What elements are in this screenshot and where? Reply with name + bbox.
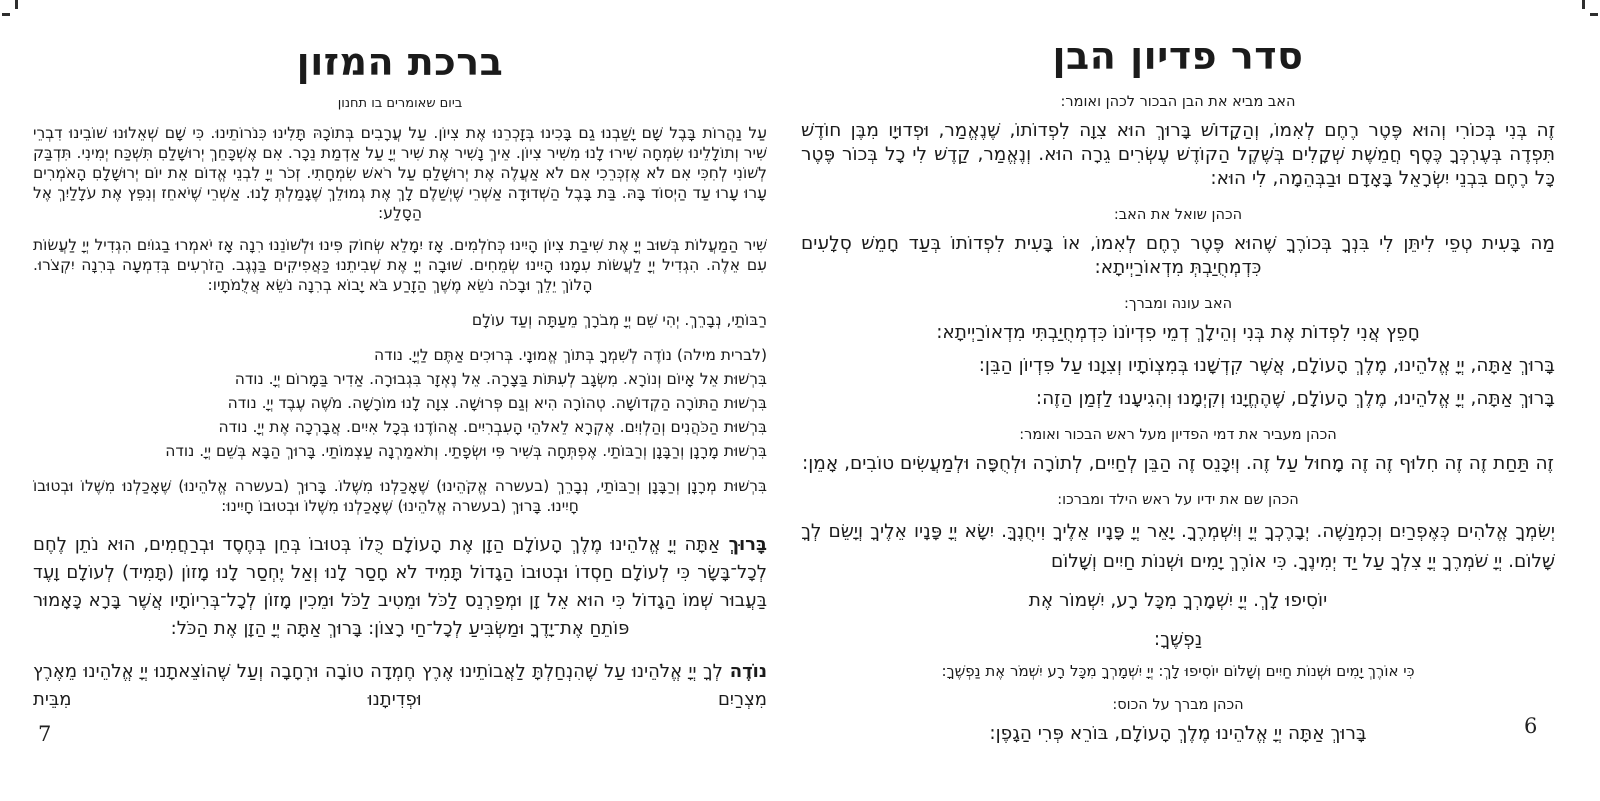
page-number-right: 6 bbox=[1524, 714, 1538, 738]
prayer-paragraph: בָּרוּךְ אַתָּה יְיָ אֱלֹהֵינוּ מֶלֶךְ הָעוֹלָם, בּוֹרֵא פְּרִי הַגָפֶן: bbox=[989, 723, 1367, 744]
right-page-sections bbox=[801, 93, 1555, 746]
page-number-left: 7 bbox=[38, 722, 52, 746]
prayer-paragraph: בָּרוּךְ אַתָּה, יְיָ אֱלֹהֵינוּ, מֶלֶךְ הָעוֹלָם, אֲשֶׁר קִדְשָׁנוּ בְּמִצְוֹתָיו וְצִוָנוּ עַל פִּדְיוֹן הַבֵּן: bbox=[978, 355, 1555, 376]
paragraph-lead-word: בָּרוּךְ bbox=[720, 534, 767, 555]
prayer-paragraph: (לברית מילה) נוֹדֶה לְשִׁמְךָ בְּתוֹךְ אֱמוּנָי. בְּרוּכִים אַתֶּם לַיְיָ. נודה bbox=[373, 346, 767, 364]
instruction-rubric: האב עונה ומברך: bbox=[1123, 296, 1233, 312]
prayer-paragraph: בִּרְשׁוּת אֵל אָיוֹם וְנוֹרָא. מִשְׂגָב לְעִתּוֹת בַּצָרָה. אֵל נֶאְזָר בִּגְבוּרָה. אַדִיר בַּמָרוֹם יְיָ. נודה bbox=[234, 370, 767, 388]
registration-mark-top-right-horizontal bbox=[1590, 13, 1598, 16]
registration-mark-top-right-vertical bbox=[1582, 0, 1585, 9]
prayer-paragraph: מַה בָּעִית טְפֵי לִיתֵּן לִי בִּנְךָ בְּכוֹרֶךָ שֶׁהוּא פֶּטֶר רֶחֶם לְאִמוֹ, אוֹ בָּעִית לִפְדוֹתוֹ בְּעַד חָמֵשׁ סְלָעִים כִּדְמְחֻיַבְתְּ מִדְאוֹרַיְיתָא: bbox=[801, 233, 1555, 278]
left-page-sections bbox=[33, 123, 767, 714]
prayer-paragraph: בִּרְשׁוּת מָרָנָן וְרַבָּנָן וְרַבּוֹתַי. אֶפְתְּחָה בְּשִׁיר פִּי וּשְׂפָתַי. וְתֹאמַרְנָה עַצְמוֹתַי. בָּרוּךְ הַבָּא בְּשֵׁם יְיָ. נודה bbox=[165, 442, 767, 460]
prayer-paragraph: בִּרְשׁוּת מְרָנָן וְרַבָּנָן וְרַבּוֹתַי, נְבָרֵךְ (בעשרה אֱקֹהֵינוּ) שֶׁאָכַלְנוּ מִשֶׁלוֹ. בָּרוּךְ (בעשרה אֱלֹהֵינוּ) שֶׁאָכַלְנוּ מִשֶׁלוֹ וּבְטוּבוֹ חָיִינוּ. בָּרוּךְ (בעשרה אֱלֹהֵינוּ) שֶׁאָכַלְנוּ מִשֶׁלוֹ וּבְטוּבוֹ חָיִינוּ: bbox=[33, 477, 767, 515]
instruction-rubric: הכהן שם את ידיו על ראש הילד ומברכו: bbox=[1057, 492, 1299, 508]
instruction-rubric: הכהן מברך על הכוס: bbox=[1112, 697, 1244, 713]
prayer-paragraph: עַל נַהֲרוֹת בָּבֶל שָׁם יָשַׁבְנוּ גַם בָּכִינוּ בְּזָכְרֵנוּ אֶת צִיוֹן. עַל עֲרָבִים בְּתוֹכָהּ תָּלִינוּ כִּנֹרוֹתֵינוּ. כִּי שָׁם שְׁאֵלוּנוּ שׁוֹבֵינוּ דִבְרֵי שִׁיר וְתוֹלָלֵינוּ שִׂמְחָה שִׁירוּ לָנוּ מִשִׁיר צִיוֹן. אֵיךְ נָשִׁיר אֶת שִׁיר יְיָ עַל אַדְמַת נֵכָר. אִם אֶשְׁכָּחֵךְ יְרוּשָׁלַםִ תִּשְׁכַּח יְמִינִי. תִּדְבַּק לְשׁוֹנִי לְחִכִּי אִם לֹא אֶזְכְּרֵכִי אִם לֹא אַעֲלֶה אֶת יְרוּשָׁלַםִ עַל רֹאשׁ שִׂמְחָתִי. זְכֹר יְיָ לִבְנֵי אֱדוֹם אֵת יוֹם יְרוּשָׁלָםִ הָאֹמְרִים עָרוּ עָרוּ עַד הַיְסוֹד בָּהּ. בַּת בָּבֶל הַשְׁדוּדָה אַשְׁרֵי שֶׁיְשַׁלֶם לָךְ אֶת גְמוּלֵךְ שֶׁגָמַלְתְּ לָנוּ. אַשְׁרֵי שֶׁיֹאחֵז וְנִפֵּץ אֶת עֹלָלַיִךְ אֶל הַסָלַע: bbox=[33, 124, 767, 222]
paragraph-lead-word: נוֹדֶה bbox=[722, 661, 767, 682]
prayer-paragraph: נוֹדֶה לְךָ יְיָ אֱלֹהֵינוּ עַל שֶׁהִנְחַלְתָּ לַאֲבוֹתֵינוּ אֶרֶץ חֶמְדָה טוֹבָה וּרְחָבָה וְעַל שֶׁהוֹצֵאתָנוּ יְיָ אֱלֹהֵינוּ מֵאֶרֶץ מִצְרַיִם וּפְדִיתָנוּ מִבֵּית bbox=[33, 661, 767, 710]
registration-mark-top-left-horizontal bbox=[2, 13, 10, 16]
prayer-paragraph: זֶה בְּנִי בְּכוֹרִי וְהוּא פֶּטֶר רֶחֶם לְאִמוֹ, וְהַקָדוֹשׁ בָּרוּךְ הוּא צִוָה לִפְדוֹתוֹ, שֶׁנֶאֱמַר, וּפְדוּיָו מִבֶּן חוֹדֶשׁ תִּפְדֶה בְּעֶרְכְּךָ כֶּסֶף חֲמֵשֶׁת שְׁקָלִים בְּשֶׁקֶל הַקוֹדֶשׁ עֶשְׂרִים גֵרָה הוּא. וְנֶאֱמַר, קַדֶשׁ לִי כָל בְּכוֹר פֶּטֶר כָּל רֶחֶם בִּבְנֵי יִשְׂרָאֵל בָּאָדָם וּבַבְּהֵמָה, לִי הוּא: bbox=[801, 120, 1555, 189]
prayer-paragraph: בָּרוּךְ אַתָּה יְיָ אֱלֹהֵינוּ מֶלֶךְ הָעוֹלָם הַזָן אֶת הָעוֹלָם כֻּלוֹ בְּטוּבוֹ בְּחֵן בְּחֶסֶד וּבְרַחֲמִים, הוּא נֹתֵן לֶחֶם לְכָל־בָּשָׂר כִּי לְעוֹלָם חַסְדוֹ וּבְטוּבוֹ הַגָדוֹל תָּמִיד לֹא חָסַר לָנוּ וְאַל יֶחְסַר לָנוּ מָזוֹן (תָּמִיד) לְעוֹלָם וָעֶד בַּעֲבוּר שְׁמוֹ הַגָדוֹל כִּי הוּא אֵל זָן וּמְפַרְנֵס לַכֹּל וּמֵטִיב לַכֹּל וּמֵכִין מָזוֹן לְכָל־בְּרִיוֹתָיו אֲשֶׁר בָּרָא כָּאָמוּר פּוֹתֵחַ אֶת־יָדֶךָ וּמַשְׂבִּיעַ לְכָל־חַי רָצוֹן: בָּרוּךְ אַתָּה יְיָ הַזָן אֶת הַכֹּל: bbox=[33, 534, 767, 639]
prayer-paragraph: בָּרוּךְ אַתָּה, יְיָ אֱלֹהֵינוּ, מֶלֶךְ הָעוֹלָם, שֶׁהֶחֱיָנוּ וְקִיְמָנוּ וְהִגִיעָנוּ לַזְמַן הַזֶה: bbox=[1035, 388, 1555, 409]
prayer-paragraph: זֶה תַּחַת זֶה זֶה חִלוּף זֶה זֶה מָחוּל עַל זֶה. וְיִכָּנֵס זֶה הַבֵּן לְחַיִים, לְתוֹרָה וּלְחֻפָּה וּלְמַעֲשִׂים טוֹבִים, אָמֵן: bbox=[802, 453, 1554, 474]
instruction-rubric: הכהן מעביר את דמי הפדיון מעל ראש הבכור ואומר: bbox=[1019, 427, 1337, 443]
right-page-title: סדר פדיון הבן bbox=[1052, 34, 1304, 78]
left-page-subtitle: ביום שאומרים בו תחנון bbox=[337, 96, 463, 111]
prayer-paragraph: בִּרְשׁוּת הַכֹּהֲנִים וְהַלְוִיִם. אֶקְרָא לֵאלֹהֵי הָעִבְרִיִים. אֲהוֹדֶנוּ בְּכָל אִיִים. אֲבָרְכָה אֶת יְיָ. נודה bbox=[218, 418, 767, 436]
prayer-paragraph: שִׁיר הַמַעֲלוֹת בְּשׁוּב יְיָ אֶת שִׁיבַת צִיוֹן הָיִינוּ כְּחֹלְמִים. אָז יִמָלֵא שְׂחוֹק פִּינוּ וּלְשׁוֹנֵנוּ רִנָה אָז יֹאמְרוּ בַגוֹיִם הִגְדִיל יְיָ לַעֲשׂוֹת עִם אֵלֶה. הִגְדִיל יְיָ לַעֲשׂוֹת עִמָנוּ הָיִינוּ שְׂמֵחִים. שׁוּבָה יְיָ אֶת שְׁבִיתֵנוּ כַּאֲפִיקִים בַּנֶגֶב. הַזֹרְעִים בְּדִמְעָה בְּרִנָה יִקְצֹרוּ. הָלוֹךְ יֵלֵךְ וּבָכֹה נֹשֵׂא מֶשֶׁךְ הַזָרַע בֹּא יָבוֹא בְרִנָה נֹשֵׂא אֲלֻמֹתָיו: bbox=[33, 236, 767, 294]
registration-mark-top-left-vertical bbox=[15, 0, 18, 9]
prayer-paragraph: חָפֵץ אֲנִי לִפְדוֹת אֶת בְּנִי וְהֵילָךְ דְמֵי פִדְיוֹנוֹ כִּדְמְחֻיַבְתִּי מִדְאוֹרַיְיתָא: bbox=[936, 322, 1420, 343]
prayer-paragraph: בִּרְשׁוּת הַתּוֹרָה הַקְדוֹשָׁה. טְהוֹרָה הִיא וְגַם פְּרוּשָׁה. צִוָה לָנוּ מוֹרָשָׁה. מֹשֶׁה עֶבֶד יְיָ. נודה bbox=[227, 394, 767, 412]
instruction-rubric: האב מביא את הבן הבכור לכהן ואומר: bbox=[1060, 94, 1296, 110]
prayer-paragraph: נַפְשֶׁךָ: bbox=[1153, 629, 1203, 650]
right-page bbox=[801, 34, 1555, 746]
left-page bbox=[33, 40, 767, 714]
prayer-paragraph: יוֹסִיפוּ לָךְ. יְיָ יִשְׁמָרְךָ מִכָּל רָע, יִשְׁמוֹר אֶת bbox=[1028, 590, 1328, 611]
prayer-paragraph: יְשִׂמְךָ אֱלֹהִים כְּאֶפְרַיִם וְכִמְנַשֶׁה. יְבָרֶכְךָ יְיָ וְיִשְׁמְרֶךָ. יָאֵר יְיָ פָּנָיו אֵלֶיךָ וִיחֻנֶךָּ. יִשָׂא יְיָ פָּנָיו אֵלֶיךָ וְיָשֵׂם לְךָ שָׁלוֹם. יְיָ שֹׁמְרֶךָ יְיָ צִלְךָ עַל יַד יְמִינֶךָ. כִּי אוֹרֶךְ יָמִים וּשְׁנוֹת חַיִים וְשָׁלוֹם bbox=[801, 521, 1555, 572]
instruction-rubric: הכהן שואל את האב: bbox=[1113, 207, 1243, 223]
prayer-paragraph: כִּי אוֹרֶךְ יָמִים וּשְׁנוֹת חַיִים וְשָׁלוֹם יוֹסִיפוּ לָךְ: יְיָ יִשְׁמָרְךָ מִכָּל רָע יִשְׁמֹר אֶת נַפְשֶׁךָ: bbox=[941, 662, 1415, 680]
prayer-paragraph: רַבּוֹתַי, נְבָרֵךְ. יְהִי שֵׁם יְיָ מְבֹרָךְ מֵעַתָּה וְעַד עוֹלָם bbox=[471, 311, 767, 329]
left-page-title: ברכת המזון bbox=[296, 40, 504, 84]
